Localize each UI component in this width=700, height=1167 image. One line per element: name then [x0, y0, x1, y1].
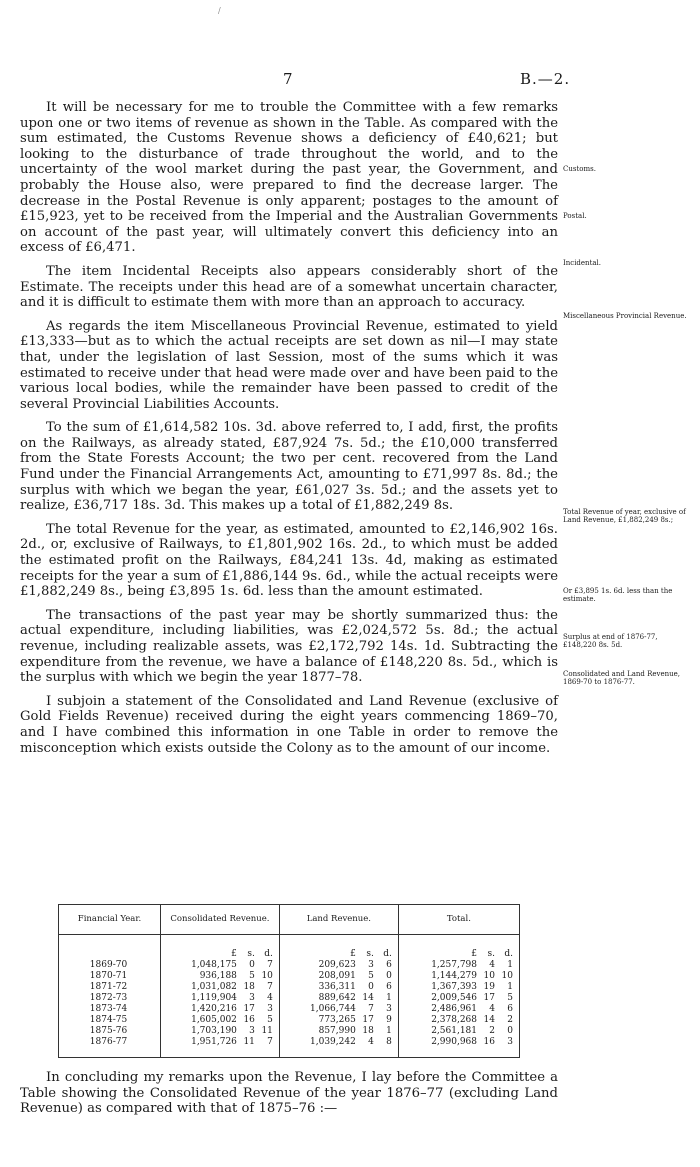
- sidenote-misc-provincial: Miscellaneous Provincial Revenue.: [563, 312, 687, 320]
- total-amount: [403, 993, 513, 1004]
- paragraph: The transactions of the past year may be shortly summarized thus: the actual expenditure, including liabilities, was £2,024,572 5s. 8d.; the actual revenue, including realizable assets, was £2,172,792 14s. 1d. Subtracting the expenditure from the revenue, we have a balance of £148,220 8s. 5d., which is the surplus with which we begin the year 1877–78.: [20, 607, 558, 686]
- land-amount-s: 14: [362, 993, 374, 1003]
- total-amount-l: 2,561,181: [431, 1026, 477, 1036]
- total-amount-d: 2: [507, 1015, 513, 1025]
- total-amount: [403, 1015, 513, 1026]
- land-amount: [284, 1026, 392, 1037]
- total-amount-l: 2,990,968: [431, 1037, 477, 1047]
- unit-d: d.: [264, 949, 273, 959]
- unit-l: £: [231, 949, 237, 959]
- consolidated-amount-l: 1,031,082: [191, 982, 237, 992]
- sidenote-consolidated-land: Consolidated and Land Revenue, 1869-70 to 1876-77.: [563, 670, 680, 686]
- land-amount-s: 7: [368, 1004, 374, 1014]
- land-amount-l: 1,066,744: [310, 1004, 356, 1014]
- unit-l: £: [471, 949, 477, 959]
- land-amount-l: 857,990: [318, 1026, 356, 1036]
- consolidated-amount: [165, 1026, 273, 1037]
- consolidated-amount-s: 18: [243, 982, 255, 992]
- paragraph: As regards the item Miscellaneous Provincial Revenue, estimated to yield £13,333—but as to which the actual receipts are set down as nil—I may state that, under the legislation of last Session, most of the sums which it was estimated to receive under that head were made over and have been paid to the various local bodies, while the remainder have been passed to credit of the several Provincial Liabilities Accounts.: [20, 318, 558, 412]
- total-amount: [403, 982, 513, 993]
- total-amount: [403, 960, 513, 971]
- total-amount-s: 10: [483, 971, 495, 981]
- land-amount-l: 208,091: [318, 971, 356, 981]
- land-amount: [284, 982, 392, 993]
- consolidated-amount-s: 3: [249, 993, 255, 1003]
- consolidated-amount: [165, 982, 273, 993]
- total-amount-d: 3: [507, 1037, 513, 1047]
- land-amount: [284, 971, 392, 982]
- total-amount-d: 6: [507, 1004, 513, 1014]
- land-column: [280, 935, 398, 1048]
- total-amount-d: 1: [507, 982, 513, 992]
- total-amount-l: 1,257,798: [431, 960, 477, 970]
- header-total: Total.: [398, 905, 519, 935]
- total-amount: [403, 971, 513, 982]
- paragraph: The total Revenue for the year, as estimated, amounted to £2,146,902 16s. 2d., or, exclusive of Railways, to £1,801,902 16s. 2d., to which must be added the estimated profit on the Railways, £84,241 13s. 4d, making as estimated receipts for the year a sum of £1,886,144 9s. 6d., while the actual receipts were £1,882,249 8s., being £3,895 1s. 6d. less than the amount estimated.: [20, 521, 558, 600]
- header-consolidated: Consolidated Revenue.: [161, 905, 280, 935]
- total-amount-l: 1,367,393: [431, 982, 477, 992]
- total-amount-l: 2,378,268: [431, 1015, 477, 1025]
- consolidated-amount: [165, 1037, 273, 1048]
- paragraph: To the sum of £1,614,582 10s. 3d. above referred to, I add, first, the profits on the Railways, as already stated, £87,924 7s. 5d.; the £10,000 transferred from the State Forests Account; the two per cent. recovered from the Land Fund under the Financial Arrangements Act, amounting to £71,997 8s. 8d.; the surplus with which we began the year, £61,027 3s. 5d.; and the assets yet to realize, £36,717 18s. 3d. This makes up a total of £1,882,249 8s.: [20, 420, 558, 514]
- consolidated-units: [165, 949, 273, 960]
- consolidated-amount-s: 11: [243, 1037, 255, 1047]
- total-amount-l: 1,144,279: [431, 971, 477, 981]
- sidenote-customs: Customs.: [563, 165, 596, 173]
- page-number: 7: [283, 70, 293, 88]
- table-row-year: 1874-75: [89, 1015, 128, 1025]
- land-amount-d: 8: [386, 1037, 392, 1047]
- total-amount-s: 4: [489, 960, 495, 970]
- paragraph: It will be necessary for me to trouble the Committee with a few remarks upon one or two items of revenue as shown in the Table. As compared with the sum estimated, the Customs Revenue shows a deficiency of £40,621; but looking to the disturbance of trade throughout the world, and to the uncertainty of the wool market during the past year, the Government, and probably the House also, were prepared to find the decrease larger. The decrease in the Postal Revenue is only apparent; postages to the amount of £15,923, yet to be received from the Imperial and the Australian Governments on account of the past year, will ultimately convert this deficiency into an excess of £6,471.: [20, 100, 558, 256]
- body-text: [20, 100, 558, 764]
- consolidated-amount-l: 1,605,002: [191, 1015, 237, 1025]
- land-units: [284, 949, 392, 960]
- consolidated-amount-d: 11: [261, 1026, 273, 1036]
- table-row-year: 1870-71: [89, 971, 128, 981]
- table-row-year: 1869-70: [89, 960, 128, 970]
- land-amount: [284, 960, 392, 971]
- total-amount: [403, 1037, 513, 1048]
- total-amount-s: 4: [489, 1004, 495, 1014]
- land-amount-d: 6: [386, 960, 392, 970]
- total-amount-d: 1: [507, 960, 513, 970]
- consolidated-amount-d: 7: [267, 982, 273, 992]
- land-amount-l: 336,311: [318, 982, 356, 992]
- table-row-year: 1873-74: [89, 1004, 128, 1014]
- revenue-table: [58, 904, 520, 1058]
- land-amount-l: 209,623: [318, 960, 356, 970]
- consolidated-amount-l: 1,048,175: [191, 960, 237, 970]
- land-amount: [284, 1015, 392, 1026]
- consolidated-amount-l: 1,119,904: [191, 993, 237, 1003]
- land-amount: [284, 993, 392, 1004]
- land-amount-l: 1,039,242: [310, 1037, 356, 1047]
- total-amount-d: 5: [507, 993, 513, 1003]
- total-units: [403, 949, 513, 960]
- total-column: [399, 935, 519, 1048]
- consolidated-amount: [165, 1015, 273, 1026]
- sidenote-postal: Postal.: [563, 212, 587, 220]
- consolidated-amount-l: 936,188: [199, 971, 237, 981]
- sidenote-total-revenue: Total Revenue of year, exclusive of Land Revenue, £1,882,249 8s.;: [563, 508, 686, 524]
- consolidated-amount-s: 16: [243, 1015, 255, 1025]
- land-amount-d: 6: [386, 982, 392, 992]
- unit-d: d.: [504, 949, 513, 959]
- unit-s: s.: [366, 949, 374, 959]
- land-amount: [284, 1037, 392, 1048]
- total-amount: [403, 1004, 513, 1015]
- header-land: Land Revenue.: [279, 905, 398, 935]
- total-amount-s: 16: [483, 1037, 495, 1047]
- consolidated-amount-l: 1,420,216: [191, 1004, 237, 1014]
- land-amount-s: 4: [368, 1037, 374, 1047]
- document-reference: B.—2.: [520, 70, 571, 88]
- land-amount-s: 17: [362, 1015, 374, 1025]
- unit-l: £: [350, 949, 356, 959]
- closing-paragraph: [20, 1070, 558, 1117]
- total-amount: [403, 1026, 513, 1037]
- consolidated-amount-s: 3: [249, 1026, 255, 1036]
- consolidated-amount: [165, 971, 273, 982]
- land-amount-d: 1: [386, 1026, 392, 1036]
- total-amount-d: 10: [501, 971, 513, 981]
- total-amount-s: 2: [489, 1026, 495, 1036]
- consolidated-amount: [165, 993, 273, 1004]
- paragraph: In concluding my remarks upon the Revenue, I lay before the Committee a Table showing the Consolidated Revenue of the year 1876–77 (excluding Land Revenue) as compared with that of 1875–76 :—: [20, 1070, 558, 1117]
- table-row-year: 1876-77: [89, 1037, 128, 1047]
- paragraph: The item Incidental Receipts also appears considerably short of the Estimate. The receipts under this head are of a somewhat uncertain character, and it is difficult to estimate them with more than an approach to accuracy.: [20, 263, 558, 311]
- consolidated-amount-d: 7: [267, 960, 273, 970]
- land-amount-d: 0: [386, 971, 392, 981]
- year-column: [59, 935, 160, 1048]
- land-amount-l: 773,265: [318, 1015, 356, 1025]
- header-financial-year: Financial Year.: [59, 905, 161, 935]
- unit-s: s.: [247, 949, 255, 959]
- consolidated-amount-l: 1,703,190: [191, 1026, 237, 1036]
- total-amount-s: 17: [483, 993, 495, 1003]
- land-amount-d: 3: [386, 1004, 392, 1014]
- land-amount-d: 9: [386, 1015, 392, 1025]
- consolidated-amount-s: 0: [249, 960, 255, 970]
- total-amount-l: 2,009,546: [431, 993, 477, 1003]
- consolidated-amount-d: 3: [267, 1004, 273, 1014]
- table-row-year: 1875-76: [89, 1026, 128, 1036]
- land-amount: [284, 1004, 392, 1015]
- consolidated-amount-d: 5: [267, 1015, 273, 1025]
- total-amount-s: 19: [483, 982, 495, 992]
- unit-d: d.: [383, 949, 392, 959]
- consolidated-amount-l: 1,951,726: [191, 1037, 237, 1047]
- land-amount-s: 18: [362, 1026, 374, 1036]
- table-row-year: 1871-72: [89, 982, 128, 992]
- land-amount-s: 0: [368, 982, 374, 992]
- land-amount-l: 889,642: [318, 993, 356, 1003]
- table-row-year: 1872-73: [89, 993, 128, 1003]
- land-amount-s: 5: [368, 971, 374, 981]
- total-amount-d: 0: [507, 1026, 513, 1036]
- sidenote-estimate-difference: Or £3,895 1s. 6d. less than the estimate.: [563, 587, 673, 603]
- consolidated-amount-s: 17: [243, 1004, 255, 1014]
- consolidated-amount-d: 4: [267, 993, 273, 1003]
- consolidated-amount-d: 10: [261, 971, 273, 981]
- paragraph: I subjoin a statement of the Consolidated and Land Revenue (exclusive of Gold Fields Revenue) received during the eight years commencing 1869–70, and I have combined this information in one Table in order to remove the misconception which exists outside the Colony as to the amount of our income.: [20, 693, 558, 756]
- unit-s: s.: [487, 949, 495, 959]
- sidenote-surplus: Surplus at end of 1876-77, £148,220 8s. 5d.: [563, 633, 658, 649]
- sidenote-incidental: Incidental.: [563, 259, 602, 267]
- consolidated-amount-d: 7: [267, 1037, 273, 1047]
- consolidated-amount-s: 5: [249, 971, 255, 981]
- scan-mark: /: [218, 6, 221, 15]
- land-amount-s: 3: [368, 960, 374, 970]
- total-amount-s: 14: [483, 1015, 495, 1025]
- total-amount-l: 2,486,961: [431, 1004, 477, 1014]
- consolidated-column: [161, 935, 279, 1048]
- land-amount-d: 1: [386, 993, 392, 1003]
- consolidated-amount: [165, 960, 273, 971]
- consolidated-amount: [165, 1004, 273, 1015]
